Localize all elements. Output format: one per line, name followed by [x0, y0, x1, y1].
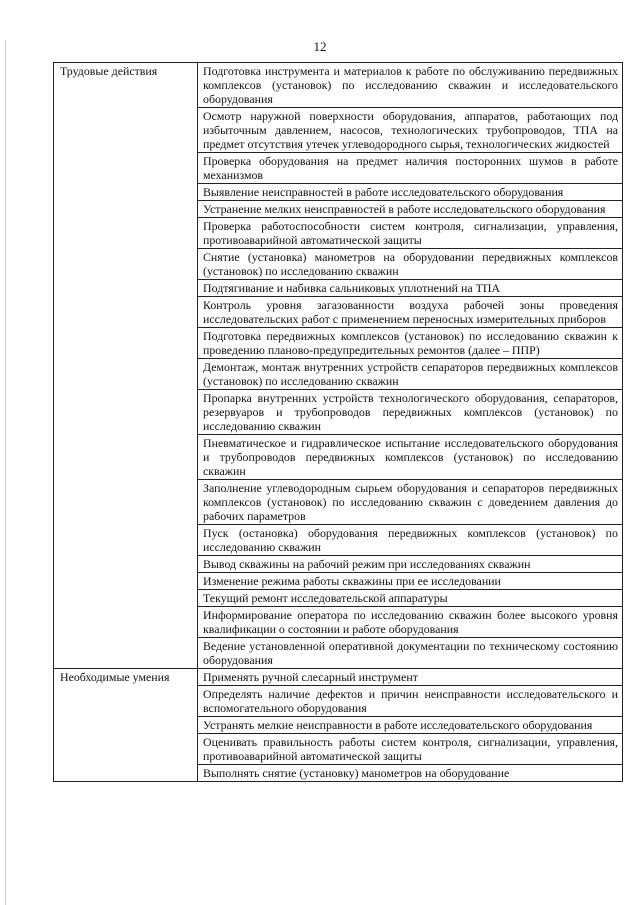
table-cell: Подготовка передвижных комплексов (установок) по исследованию скважин к проведению планово-предупредительных ремонтов (далее – ППР): [198, 328, 623, 359]
table-cell: Пневматическое и гидравлическое испытание исследовательского оборудования и трубопроводов передвижных комплексов (установок) по исследованию скважин: [198, 435, 623, 480]
section-label: Необходимые умения: [54, 669, 198, 782]
table-cell: Снятие (установка) манометров на оборудовании передвижных комплексов (установок) по исследованию скважин: [198, 249, 623, 280]
table-cell: Заполнение углеводородным сырьем оборудования и сепараторов передвижных комплексов (установок) по исследованию скважин с доведением давления до рабочих параметров: [198, 480, 623, 525]
table-cell: Устранять мелкие неисправности в работе исследовательского оборудования: [198, 717, 623, 734]
table-cell: Устранение мелких неисправностей в работе исследовательского оборудования: [198, 201, 623, 218]
requirements-table: [53, 62, 623, 782]
table-cell: Пропарка внутренних устройств технологического оборудования, сепараторов, резервуаров и трубопроводов передвижных комплексов (установок) по исследованию скважин: [198, 390, 623, 435]
table-cell: Демонтаж, монтаж внутренних устройств сепараторов передвижных комплексов (установок) по исследованию скважин: [198, 359, 623, 390]
table-cell: Ведение установленной оперативной документации по техническому состоянию оборудования: [198, 638, 623, 669]
requirements-table-body: [54, 63, 623, 782]
table-row: [54, 63, 623, 108]
table-row: [54, 669, 623, 686]
scan-edge-line: [5, 40, 6, 905]
table-cell: Оценивать правильность работы систем контроля, сигнализации, управления, противоаварийной автоматической защиты: [198, 734, 623, 765]
page-number: 12: [313, 39, 327, 54]
table-cell: Подтягивание и набивка сальниковых уплотнений на ТПА: [198, 280, 623, 297]
table-cell: Вывод скважины на рабочий режим при исследованиях скважин: [198, 556, 623, 573]
table-cell: Контроль уровня загазованности воздуха рабочей зоны проведения исследовательских работ с применением переносных измерительных приборов: [198, 297, 623, 328]
section-label: Трудовые действия: [54, 63, 198, 669]
table-cell: Определять наличие дефектов и причин неисправности исследовательского и вспомогательного оборудования: [198, 686, 623, 717]
table-cell: Выполнять снятие (установку) манометров на оборудование: [198, 765, 623, 782]
table-cell: Применять ручной слесарный инструмент: [198, 669, 623, 686]
table-cell: Проверка работоспособности систем контроля, сигнализации, управления, противоаварийной автоматической защиты: [198, 218, 623, 249]
table-cell: Информирование оператора по исследованию скважин более высокого уровня квалификации о состоянии и работе оборудования: [198, 607, 623, 638]
table-cell: Пуск (остановка) оборудования передвижных комплексов (установок) по исследованию скважин: [198, 525, 623, 556]
table-cell: Проверка оборудования на предмет наличия посторонних шумов в работе механизмов: [198, 153, 623, 184]
table-cell: Текущий ремонт исследовательской аппаратуры: [198, 590, 623, 607]
table-cell: Изменение режима работы скважины при ее исследовании: [198, 573, 623, 590]
table-cell: Осмотр наружной поверхности оборудования, аппаратов, работающих под избыточным давлением, насосов, технологических трубопроводов, ТПА на предмет отсутствия утечек углеводородного сырья, технологических жидкостей: [198, 108, 623, 153]
table-cell: Подготовка инструмента и материалов к работе по обслуживанию передвижных комплексов (установок) по исследованию скважин и исследовательского оборудования: [198, 63, 623, 108]
table-cell: Выявление неисправностей в работе исследовательского оборудования: [198, 184, 623, 201]
